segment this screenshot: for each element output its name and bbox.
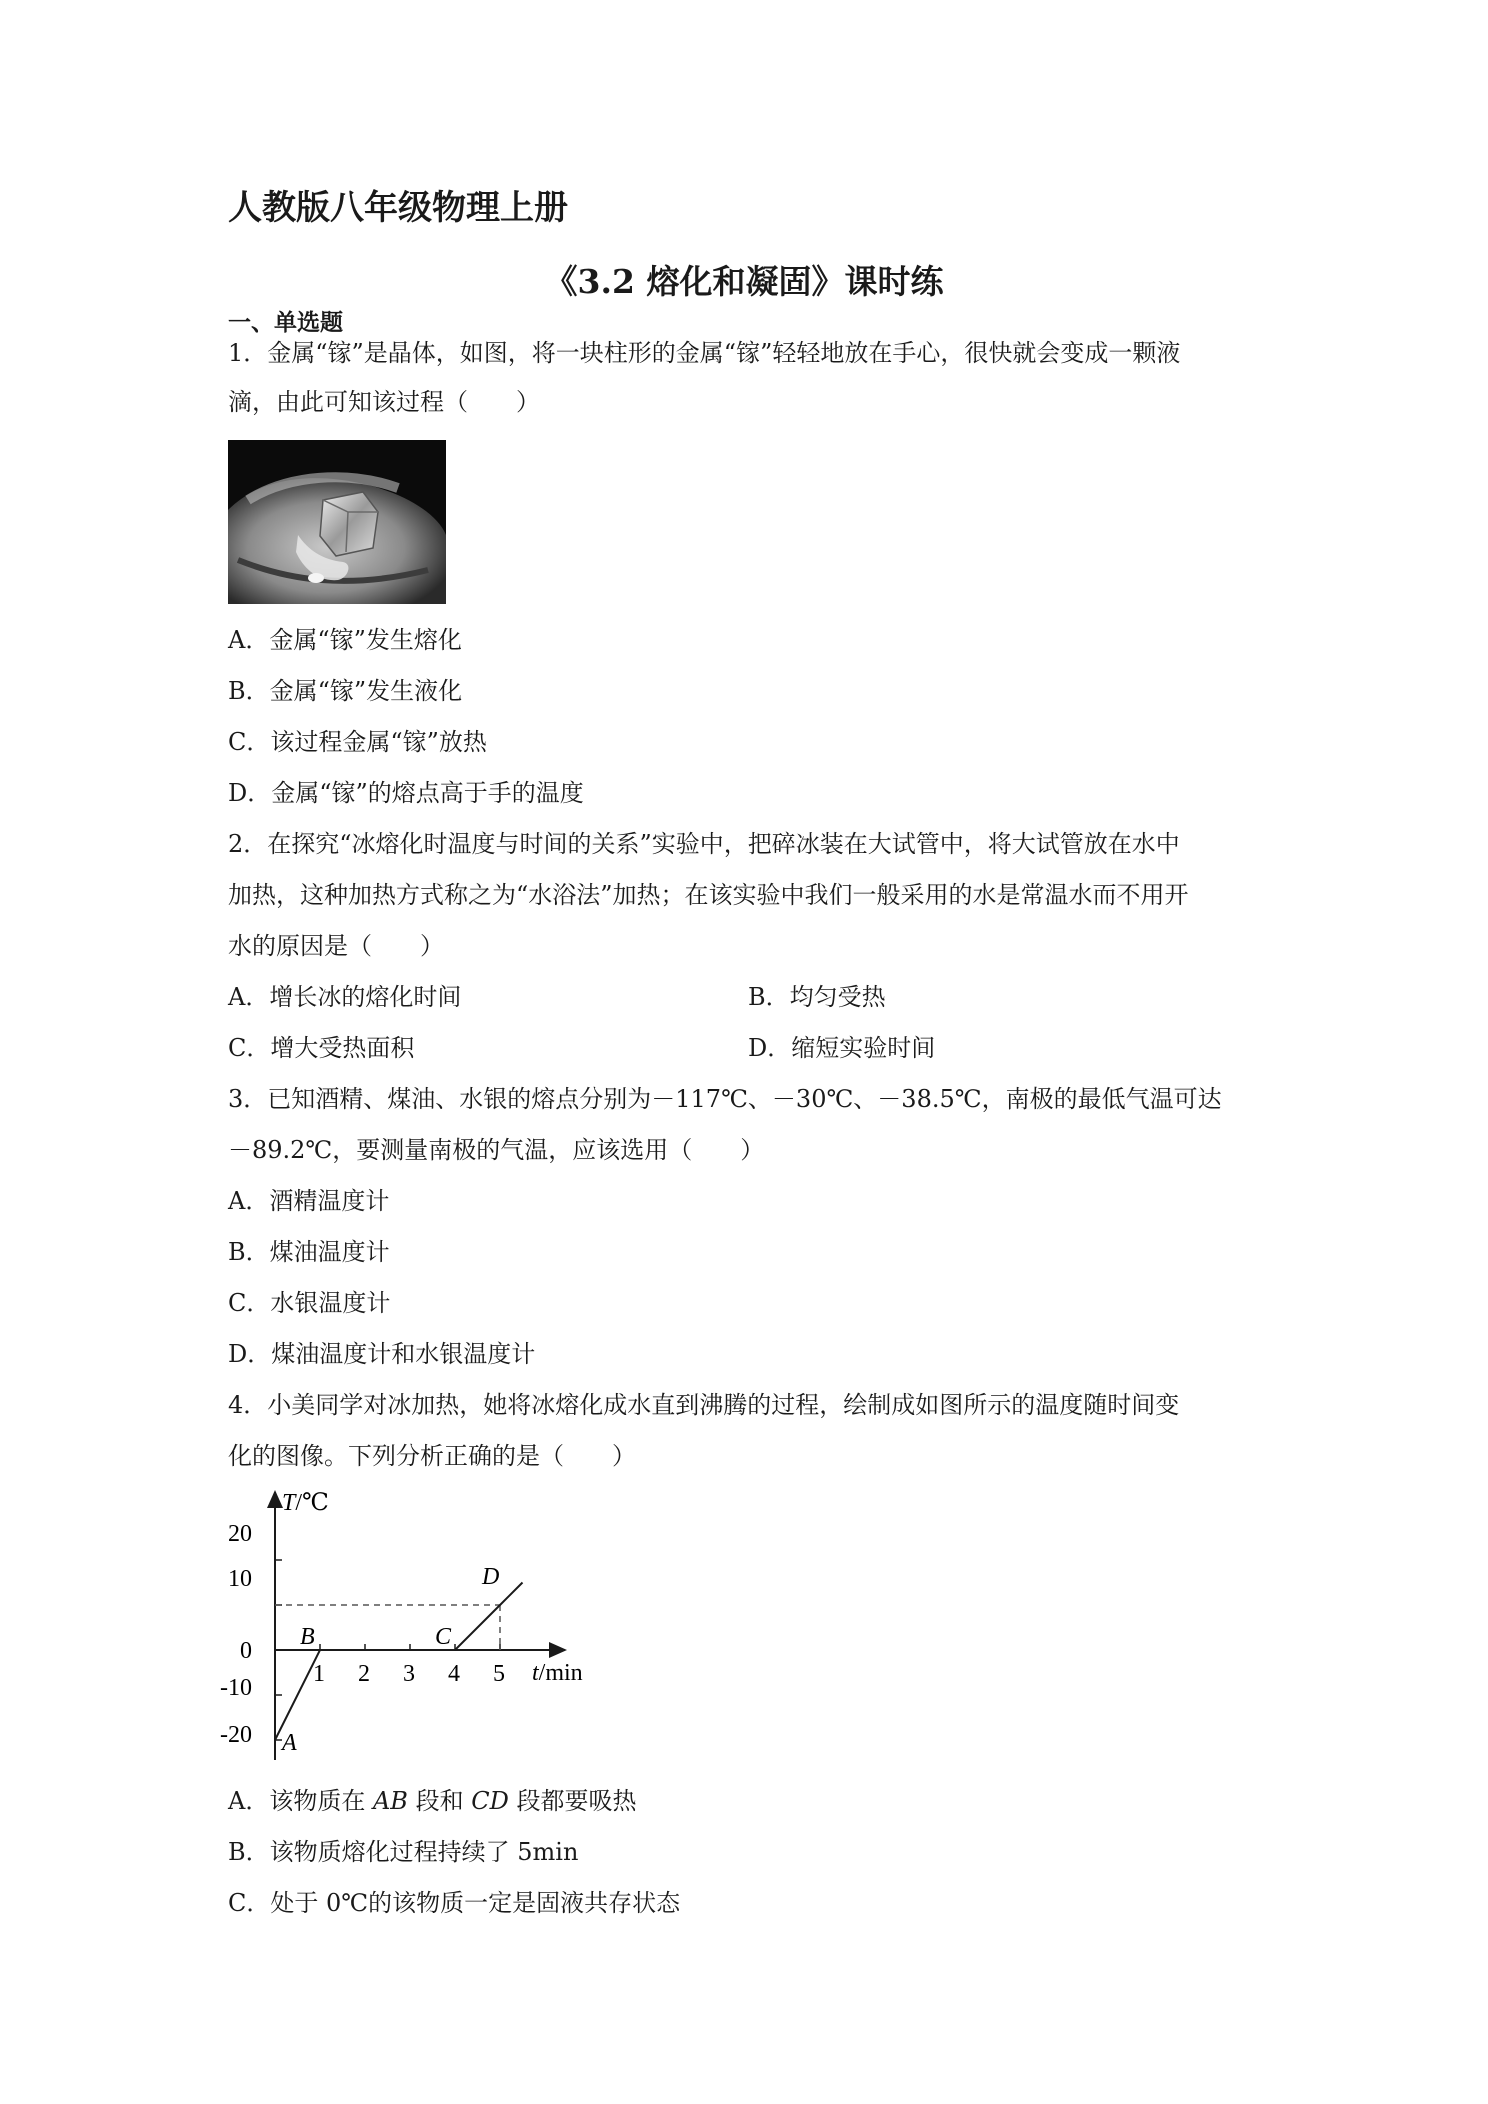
q2-stem-line2: 加热，这种加热方式称之为“水浴法”加热；在该实验中我们一般采用的水是常温水而不用开	[228, 881, 1189, 909]
q4-option-c: C．处于 0℃的该物质一定是固液共存状态	[228, 1889, 681, 1917]
gallium-photo-illustration	[228, 440, 446, 604]
x-tick-label-4: 4	[448, 1661, 460, 1687]
q3-stem-line1: 3．已知酒精、煤油、水银的熔点分别为－117℃、－30℃、－38.5℃，南极的最低气温可达	[228, 1085, 1222, 1113]
x-tick-label-3: 3	[403, 1661, 415, 1687]
q1-option-d: D．金属“镓”的熔点高于手的温度	[228, 779, 584, 807]
y-tick-label-20: 20	[228, 1521, 252, 1547]
y-tick-label-neg10: -10	[220, 1675, 252, 1701]
q4-option-a: A．该物质在 AB 段和 CD 段都要吸热	[228, 1787, 637, 1815]
q2-option-a: A．增长冰的熔化时间	[228, 983, 462, 1011]
q1-option-c: C．该过程金属“镓”放热	[228, 728, 487, 756]
page-title: 人教版八年级物理上册	[228, 188, 568, 228]
section-heading: 一、单选题	[228, 310, 343, 336]
q2-option-b: B．均匀受热	[748, 983, 886, 1011]
q3-option-b: B．煤油温度计	[228, 1238, 390, 1266]
point-label-d: D	[482, 1564, 500, 1590]
q3-option-a: A．酒精温度计	[228, 1187, 390, 1215]
q2-option-d: D．缩短实验时间	[748, 1034, 936, 1062]
q1-stem-line1: 1．金属“镓”是晶体，如图，将一块柱形的金属“镓”轻轻地放在手心，很快就会变成一颗液	[228, 339, 1181, 367]
point-label-b: B	[300, 1624, 315, 1650]
q2-stem-line3: 水的原因是（ ）	[228, 932, 444, 960]
q1-option-a: A．金属“镓”发生熔化	[228, 626, 462, 654]
gallium-hand-photo	[228, 440, 446, 604]
point-label-a: A	[282, 1730, 297, 1756]
q4-stem-line2: 化的图像。下列分析正确的是（ ）	[228, 1442, 636, 1470]
x-tick-label-1: 1	[313, 1661, 325, 1687]
x-axis-label: t/min	[532, 1660, 583, 1686]
q3-option-c: C．水银温度计	[228, 1289, 391, 1317]
page-subtitle: 《3.2 熔化和凝固》课时练	[544, 262, 944, 301]
y-axis-label: T/℃	[282, 1490, 329, 1516]
q3-stem-line2: －89.2℃，要测量南极的气温，应该选用（ ）	[228, 1136, 765, 1164]
x-tick-label-2: 2	[358, 1661, 370, 1687]
temperature-time-graph	[220, 1482, 620, 1772]
y-tick-label-10: 10	[228, 1566, 252, 1592]
point-label-c: C	[435, 1624, 452, 1650]
q4-stem-line1: 4．小美同学对冰加热，她将冰熔化成水直到沸腾的过程，绘制成如图所示的温度随时间变	[228, 1391, 1180, 1419]
q1-option-b: B．金属“镓”发生液化	[228, 677, 463, 705]
q2-option-c: C．增大受热面积	[228, 1034, 415, 1062]
q1-stem-line2: 滴，由此可知该过程（ ）	[228, 388, 540, 416]
q3-option-d: D．煤油温度计和水银温度计	[228, 1340, 536, 1368]
x-tick-label-5: 5	[493, 1661, 505, 1687]
y-tick-label-neg20: -20	[220, 1722, 252, 1748]
y-tick-label-0: 0	[240, 1638, 252, 1664]
q2-stem-line1: 2．在探究“冰熔化时温度与时间的关系”实验中，把碎冰装在大试管中，将大试管放在水中	[228, 830, 1180, 858]
q4-option-b: B．该物质熔化过程持续了 5min	[228, 1838, 579, 1866]
